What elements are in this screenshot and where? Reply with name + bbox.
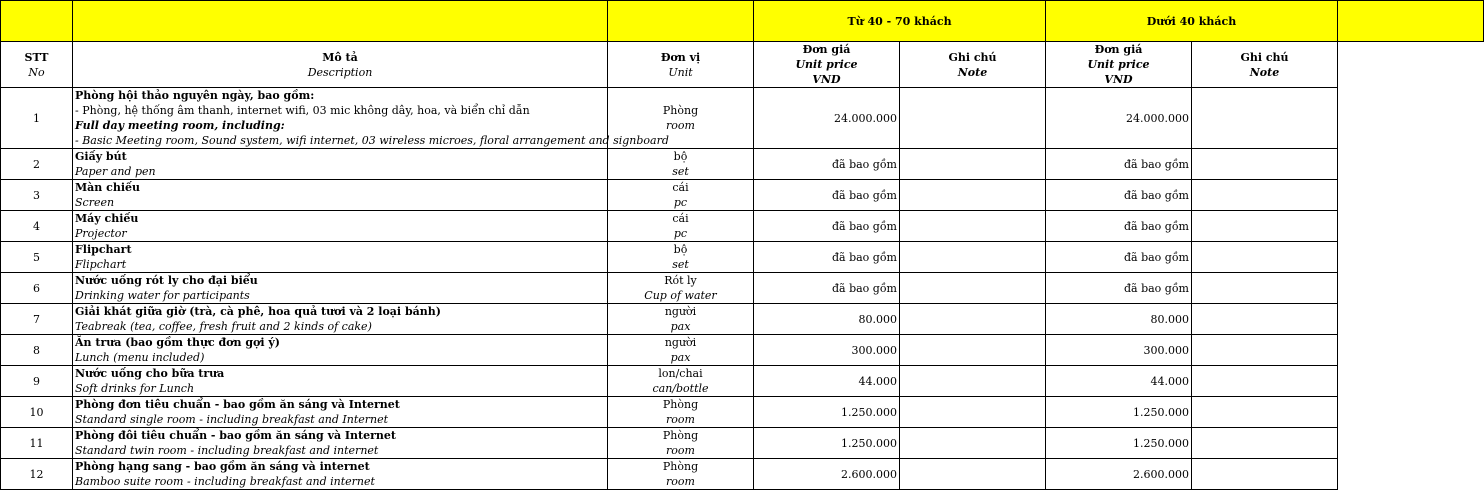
row-unit-cell [608,366,754,397]
description-line: Full day meeting room, including: [75,119,285,132]
table-row [1,180,1484,211]
unit-label-en: set [672,165,689,178]
row-number-cell: 1 [1,88,73,149]
description-title: Nước uống rót ly cho đại biểu [75,274,258,287]
description-line: - Basic Meeting room, Sound system, wifi internet, 03 wireless microes, floral arrangement and signboard [75,134,669,147]
row-note-40-70-cell [900,397,1046,428]
row-description-cell [73,304,608,335]
description-title-en: Screen [75,196,115,209]
unit-label-en: pc [673,227,688,240]
table-row [1,397,1484,428]
row-unit-cell [608,149,754,180]
row-description-cell [73,88,669,149]
row-note-40-70-cell [900,180,1046,211]
row-number-cell: 11 [1,428,73,459]
row-unit-cell [608,180,754,211]
description-title-en: Projector [75,227,127,240]
description-line: Phòng hội thảo nguyên ngày, bao gồm: [75,89,315,102]
row-price-40-70-cell: đã bao gồm [754,273,900,304]
unit-label: Phòng [662,429,699,442]
description-title: Nước uống cho bữa trưa [75,367,225,380]
col-header-price1-currency: VND [812,73,841,86]
row-note-40-70-cell [900,459,1046,490]
row-note-40-70-cell [900,149,1046,180]
col-header-stt [1,42,73,88]
header-blank-cell [1338,1,1484,42]
unit-label: bộ [673,150,688,163]
group-header-row [1,1,1484,42]
description-title-en: Lunch (menu included) [75,351,205,364]
row-price-under-40-cell: đã bao gồm [1046,180,1192,211]
row-price-under-40-cell: đã bao gồm [1046,273,1192,304]
row-price-under-40-cell: đã bao gồm [1046,211,1192,242]
table-row [1,88,1484,149]
unit-label: lon/chai [658,367,703,380]
row-description-cell [73,242,608,273]
row-unit-cell [608,459,754,490]
unit-label: người [664,336,697,349]
col-header-note-2 [1192,42,1338,88]
row-price-under-40-cell: 300.000 [1046,335,1192,366]
unit-label: bộ [673,243,688,256]
unit-label-en: room [666,475,695,488]
col-header-note2-en: Note [1249,65,1280,79]
description-title-en: Paper and pen [75,165,156,178]
row-price-40-70-cell: 80.000 [754,304,900,335]
unit-label: cái [672,212,689,225]
row-number-cell: 12 [1,459,73,490]
row-description-cell [73,366,608,397]
header-blank-cell [608,1,754,42]
unit-label: Phòng [662,460,699,473]
column-header-row [1,42,1484,88]
table-row [1,335,1484,366]
row-price-under-40-cell: 24.000.000 [1046,88,1192,149]
row-unit-cell [608,304,754,335]
group-header-40-70: Từ 40 - 70 khách [754,1,1046,42]
unit-label-en: pc [673,196,688,209]
row-description-cell [73,459,608,490]
row-unit-cell [608,273,754,304]
description-title-en: Drinking water for participants [75,289,250,302]
row-price-40-70-cell: 24.000.000 [754,88,900,149]
unit-label-en: room [666,444,695,457]
row-note-40-70-cell [900,88,1046,149]
row-price-40-70-cell: đã bao gồm [754,242,900,273]
row-price-under-40-cell: 80.000 [1046,304,1192,335]
description-title: Ăn trưa (bao gồm thực đơn gợi ý) [75,336,280,349]
col-header-price2-label: Đơn giá [1094,43,1143,56]
description-title-en: Standard twin room - including breakfast and internet [75,444,379,457]
table-row [1,242,1484,273]
row-note-40-70-cell [900,242,1046,273]
table-row [1,149,1484,180]
unit-label-en: pax [670,351,691,364]
description-line: - Phòng, hệ thống âm thanh, internet wifi, 03 mic không dây, hoa, và biển chỉ dẫn [75,104,530,117]
row-note-40-70-cell [900,304,1046,335]
description-title: Giải khát giữa giờ (trà, cà phê, hoa quả tươi và 2 loại bánh) [75,305,441,318]
unit-label-en: room [666,119,695,132]
description-title: Máy chiếu [75,212,139,225]
col-header-price-1 [754,42,900,88]
row-note-40-70-cell [900,211,1046,242]
table-row [1,459,1484,490]
row-note-under-40-cell [1192,242,1338,273]
col-header-stt-en: No [28,65,45,79]
description-title: Giấy bút [75,150,127,163]
row-description-cell [73,149,608,180]
row-description-cell [73,335,608,366]
unit-label-en: Cup of water [644,289,717,302]
row-note-40-70-cell [900,366,1046,397]
row-note-under-40-cell [1192,273,1338,304]
table-row [1,211,1484,242]
col-header-price1-label: Đơn giá [802,43,851,56]
row-number-cell: 8 [1,335,73,366]
row-unit-cell [608,335,754,366]
description-title-en: Standard single room - including breakfast and Internet [75,413,389,426]
row-note-under-40-cell [1192,149,1338,180]
table-row [1,366,1484,397]
row-note-under-40-cell [1192,335,1338,366]
row-description-cell [73,428,608,459]
row-note-under-40-cell [1192,304,1338,335]
row-note-under-40-cell [1192,88,1338,149]
col-header-unit-label: Đơn vị [660,50,701,64]
unit-label: người [664,305,697,318]
row-number-cell: 7 [1,304,73,335]
row-number-cell: 2 [1,149,73,180]
row-number-cell: 5 [1,242,73,273]
unit-label-en: room [666,413,695,426]
row-price-40-70-cell: 2.600.000 [754,459,900,490]
row-price-40-70-cell: 1.250.000 [754,397,900,428]
row-description-cell [73,180,608,211]
row-number-cell: 4 [1,211,73,242]
col-header-price2-currency: VND [1104,73,1133,86]
row-unit-cell [608,428,754,459]
col-header-desc-label: Mô tả [322,50,358,64]
row-unit-cell [608,211,754,242]
row-price-40-70-cell: đã bao gồm [754,149,900,180]
row-price-under-40-cell: đã bao gồm [1046,149,1192,180]
row-note-under-40-cell [1192,366,1338,397]
unit-label-en: pax [670,320,691,333]
col-header-note2-label: Ghi chú [1240,50,1289,64]
row-note-40-70-cell [900,273,1046,304]
col-header-unit-en: Unit [668,65,693,79]
description-title-en: Flipchart [75,258,127,271]
row-description-cell [73,211,608,242]
header-blank-cell [73,1,608,42]
unit-label: cái [672,181,689,194]
description-title: Màn chiếu [75,181,141,194]
row-price-under-40-cell: 2.600.000 [1046,459,1192,490]
unit-label: Phòng [662,398,699,411]
row-price-40-70-cell: 1.250.000 [754,428,900,459]
row-note-under-40-cell [1192,397,1338,428]
row-unit-cell [608,397,754,428]
unit-label-en: can/bottle [652,382,709,395]
col-header-price2-en: Unit price [1087,58,1150,71]
description-title: Flipchart [75,243,132,256]
table-row [1,273,1484,304]
row-note-under-40-cell [1192,211,1338,242]
row-number-cell: 3 [1,180,73,211]
table-body [1,88,1484,490]
row-price-under-40-cell: 1.250.000 [1046,397,1192,428]
row-note-40-70-cell [900,335,1046,366]
description-title-en: Teabreak (tea, coffee, fresh fruit and 2 kinds of cake) [75,320,372,333]
description-title-en: Bamboo suite room - including breakfast and internet [75,475,375,488]
row-number-cell: 9 [1,366,73,397]
unit-label-en: set [672,258,689,271]
col-header-price-2 [1046,42,1192,88]
row-description-cell [73,397,608,428]
row-note-40-70-cell [900,428,1046,459]
col-header-note1-en: Note [957,65,988,79]
row-number-cell: 10 [1,397,73,428]
unit-label: Phòng [662,104,699,117]
table-row [1,428,1484,459]
header-blank-cell [1,1,73,42]
description-title: Phòng đơn tiêu chuẩn - bao gồm ăn sáng và Internet [75,398,400,411]
row-price-40-70-cell: 300.000 [754,335,900,366]
row-price-40-70-cell: đã bao gồm [754,211,900,242]
row-note-under-40-cell [1192,459,1338,490]
row-description-cell [73,273,608,304]
col-header-desc-en: Description [307,65,373,79]
col-header-description [73,42,608,88]
row-price-under-40-cell: 44.000 [1046,366,1192,397]
row-price-40-70-cell: 44.000 [754,366,900,397]
col-header-stt-label: STT [24,50,49,64]
row-price-under-40-cell: đã bao gồm [1046,242,1192,273]
description-title-en: Soft drinks for Lunch [75,382,195,395]
col-header-note1-label: Ghi chú [948,50,997,64]
group-header-under-40: Dưới 40 khách [1046,1,1338,42]
unit-label: Rót ly [664,274,697,287]
description-title: Phòng hạng sang - bao gồm ăn sáng và internet [75,460,370,473]
row-number-cell: 6 [1,273,73,304]
row-price-under-40-cell: 1.250.000 [1046,428,1192,459]
row-price-40-70-cell: đã bao gồm [754,180,900,211]
row-note-under-40-cell [1192,180,1338,211]
col-header-unit [608,42,754,88]
description-title: Phòng đôi tiêu chuẩn - bao gồm ăn sáng và Internet [75,429,397,442]
row-unit-cell [608,242,754,273]
row-note-under-40-cell [1192,428,1338,459]
table-row [1,304,1484,335]
col-header-price1-en: Unit price [795,58,858,71]
col-header-note-1 [900,42,1046,88]
